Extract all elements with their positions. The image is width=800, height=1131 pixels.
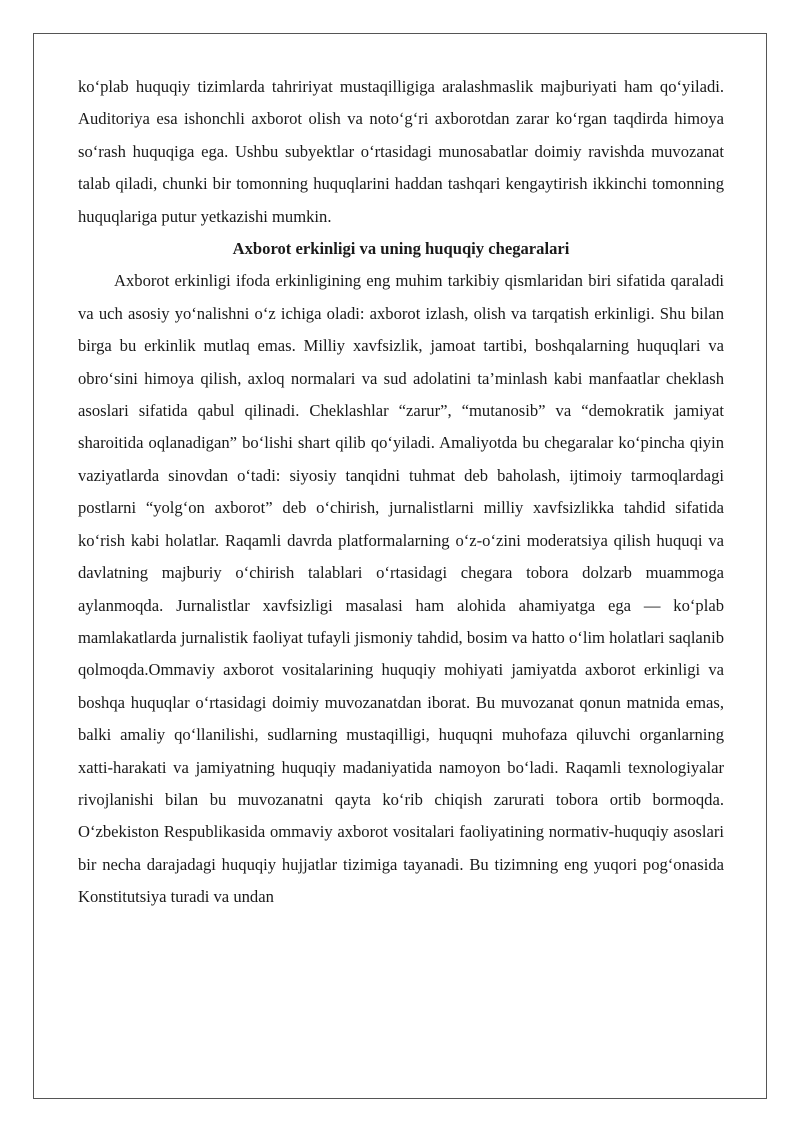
section-heading: Axborot erkinligi va uning huquqiy chegaralari: [232, 239, 570, 259]
body-paragraph: Axborot erkinligi ifoda erkinligining eng muhim tarkibiy qismlaridan biri sifatida qaraladi va uch asosiy yo‘nalishni o‘z ichiga oladi: axborot izlash, olish va tarqatish erkinligi. Shu bilan birga bu erkinlik mutlaq emas. Milliy xavfsizlik, jamoat tartibi, boshqalarning huquqlari va obro‘sini himoya qilish, axloq normalari va sud adolatini ta’minlash kabi manfaatlar cheklash asoslari sifatida qabul qilinadi. Cheklashlar “zarur”, “mutanosib” va “demokratik jamiyat sharoitida oqlanadigan” bo‘lishi shart qilib qo‘yiladi. Amaliyotda bu chegaralar ko‘pincha qiyin vaziyatlarda sinovdan o‘tadi: siyosiy tanqidni tuhmat deb baholash, ijtimoiy tarmoqlardagi postlarni “yolg‘on axborot” deb o‘chirish, jurnalistlarni milliy xavfsizlikka tahdid sifatida ko‘rish kabi holatlar. Raqamli davrda platformalarning o‘z-o‘zini moderatsiya qilish huquqi va davlatning majburiy o‘chirish talablari o‘rtasidagi chegara tobora dolzarb muammoga aylanmoqda. Jurnalistlar xavfsizligi masalasi ham alohida ahamiyatga ega — ko‘plab mamlakatlarda jurnalistik faoliyat tufayli jismoniy tahdid, bosim va hatto o‘lim holatlari saqlanib qolmoqda.Ommaviy axborot vositalarining huquqiy mohiyati jamiyatda axborot erkinligi va boshqa huquqlar o‘rtasidagi doimiy muvozanatdan iborat. Bu muvozanat qonun matnida emas, balki amaliy qo‘llanilishi, sudlarning mustaqilligi, huquqni muhofaza qiluvchi organlarning xatti-harakati va jamiyatning huquqiy madaniyatida namoyon bo‘ladi. Raqamli texnologiyalar rivojlanishi bilan bu muvozanatni qayta ko‘rib chiqish zarurati tobora ortib bormoqda. O‘zbekiston Respublikasida ommaviy axborot vositalari faoliyatining normativ-huquqiy asoslari bir necha darajadagi huquqiy hujjatlar tizimiga tayanadi. Bu tizimning eng yuqori pog‘onasida Konstitutsiya turadi va undan: [78, 271, 724, 907]
document-page: [33, 33, 767, 1099]
page-content: [78, 71, 724, 914]
body-paragraph: ko‘plab huquqiy tizimlarda tahririyat mustaqilligiga aralashmaslik majburiyati ham qo‘yiladi. Auditoriya esa ishonchli axborot olish va noto‘g‘ri axborotdan zarar ko‘rgan taqdirda himoya so‘rash huquqiga ega. Ushbu subyektlar o‘rtasidagi munosabatlar doimiy ravishda muvozanat talab qiladi, chunki bir tomonning huquqlarini haddan tashqari kengaytirish ikkinchi tomonning huquqlariga putur yetkazishi mumkin.: [78, 77, 724, 226]
